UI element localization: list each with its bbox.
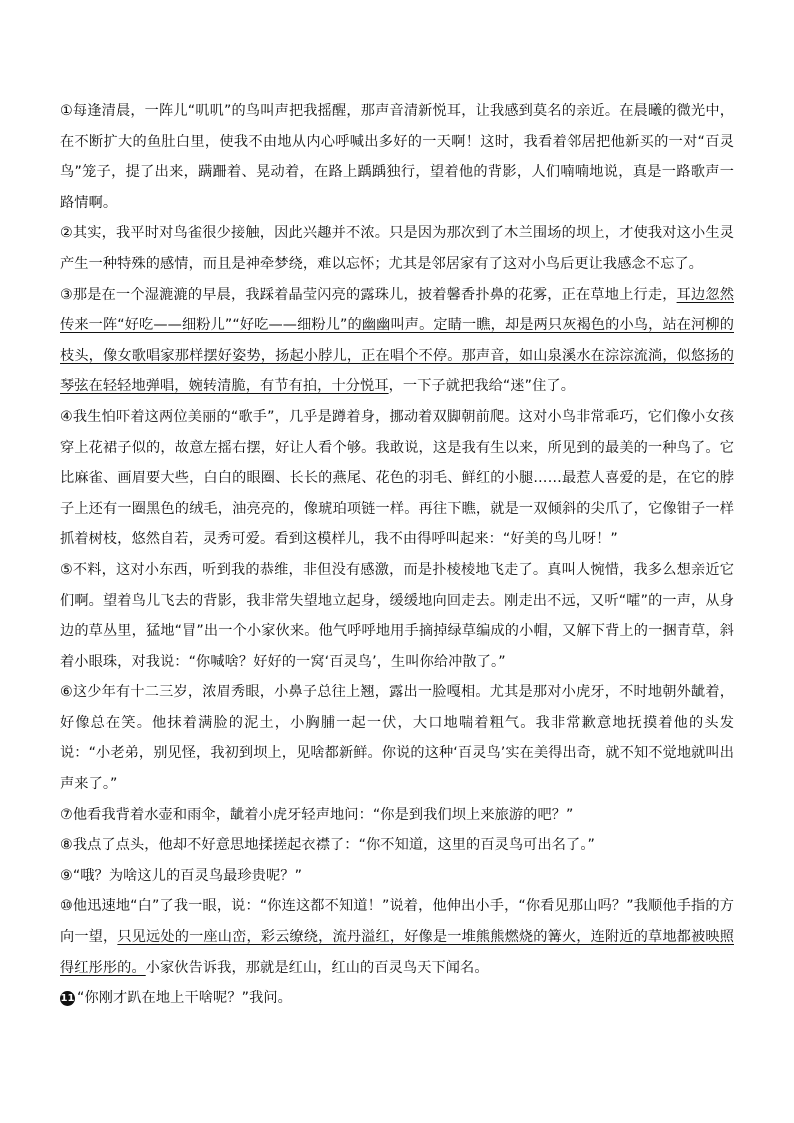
paragraph-2 bbox=[60, 218, 734, 279]
paragraph-5 bbox=[60, 555, 734, 677]
paragraph-text: ⑧我点了点头，他却不好意思地揉搓起衣襟了：“你不知道，这里的百灵鸟可出名了。” bbox=[60, 837, 595, 854]
paragraph-4 bbox=[60, 402, 734, 555]
paragraph-text: ⑦他看我背着水壶和雨伞，龇着小虎牙轻声地问：“你是到我们坝上来旅游的吧？” bbox=[60, 806, 574, 823]
paragraph-8 bbox=[60, 830, 734, 861]
document-page bbox=[60, 96, 734, 1014]
paragraph-text: ④我生怕吓着这两位美丽的“歌手”，几乎是蹲着身，挪动着双脚朝前爬。这对小鸟非常乖巧，它们像小女孩穿上花裙子似的，故意左摇右摆，好让人看个够。我敢说，这是我有生以来，所见到的最美的一种鸟了。它比麻雀、画眉要大些，白白的眼圈、长长的燕尾、花色的羽毛、鲜红的小腿……最惹人喜爱的是，在它的脖子上还有一圈黑色的绒毛，油亮亮的，像琥珀项链一样。再往下瞧，就是一双倾斜的尖爪了，它像钳子一样抓着树枝，悠然自若，灵秀可爱。看到这模样儿，我不由得呼叫起来：“好美的鸟儿呀！” bbox=[60, 408, 734, 548]
paragraph-3 bbox=[60, 280, 734, 402]
paragraph-number-badge: 11 bbox=[60, 993, 75, 1005]
paragraph-9 bbox=[60, 861, 734, 892]
paragraph-11 bbox=[60, 983, 734, 1014]
paragraph-text: ，一下子就把我给“迷”住了。 bbox=[388, 378, 575, 395]
paragraph-7 bbox=[60, 800, 734, 831]
paragraph-1 bbox=[60, 96, 734, 218]
paragraph-text: ③那是在一个湿漉漉的早晨，我踩着晶莹闪亮的露珠儿，披着馨香扑鼻的花雾，正在草地上行走， bbox=[60, 286, 677, 303]
paragraph-text: ⑤不料，这对小东西，听到我的恭维，非但没有感激，而是扑棱棱地飞走了。真叫人惋惜，我多么想亲近它们啊。望着鸟儿飞去的背影，我非常失望地立起身，缓缓地向回走去。刚走出不远，又听“嚯”的一声，从身边的草丛里，猛地“冒”出一个小家伙来。他气呼呼地用手摘掉绿草编成的小帽，又解下背上的一捆青草，斜着小眼珠，对我说：“你喊啥？好好的一窝‘百灵鸟’，生叫你给冲散了。” bbox=[60, 561, 734, 670]
paragraph-6 bbox=[60, 677, 734, 799]
paragraph-text: ⑨“哦？为啥这儿的百灵鸟最珍贵呢？” bbox=[60, 867, 303, 884]
underlined-passage: 耳边忽然传来一阵“好吃——细粉儿”“好吃——细粉儿”的幽幽叫声。定睛一瞧，却是两只灰褐色的小鸟，站在河柳的枝头，像女歌唱家那样摆好姿势，扬起小脖儿，正在唱个不停。那声音，如山泉溪水在淙淙流淌，似悠扬的琴弦在轻轻地弹唱，婉转清脆，有节有拍，十分悦耳 bbox=[60, 286, 734, 395]
paragraph-text: ⑥这少年有十二三岁，浓眉秀眼，小鼻子总往上翘，露出一脸嘎相。尤其是那对小虎牙，不时地朝外龇着，好像总在笑。他抹着满脸的泥土，小胸脯一起一伏，大口地喘着粗气。我非常歉意地抚摸着他的头发说：“小老弟，别见怪，我初到坝上，见啥都新鲜。你说的这种‘百灵鸟’实在美得出奇，就不知不觉地就叫出声来了。” bbox=[60, 684, 734, 793]
paragraph-text: “你刚才趴在地上干啥呢？”我问。 bbox=[77, 990, 292, 1007]
paragraph-text: ⑩他迅速地“白”了我一眼，说：“你连这都不知道！”说着，他伸出小手，“你看见那山吗？”我顺他手指的方向一望， bbox=[60, 898, 734, 946]
paragraph-10 bbox=[60, 891, 734, 983]
underlined-passage: 只见远处的一座山峦，彩云缭绕，流丹溢红，好像是一堆熊熊燃烧的篝火，连附近的草地都被映照得红彤彤的。 bbox=[60, 929, 734, 976]
paragraph-text: ①每逢清晨，一阵儿“叽叽”的鸟叫声把我摇醒，那声音清新悦耳，让我感到莫名的亲近。在晨曦的微光中，在不断扩大的鱼肚白里，使我不由地从内心呼喊出多好的一天啊！这时，我看着邻居把他新买的一对“百灵鸟”笼子，提了出来，蹒跚着、晃动着，在路上踽踽独行，望着他的背影，人们喃喃地说，真是一路歌声一路情啊。 bbox=[60, 103, 734, 211]
paragraph-text: ②其实，我平时对鸟雀很少接触，因此兴趣并不浓。只是因为那次到了木兰围场的坝上，才使我对这小生灵产生一种特殊的感情，而且是神牵梦绕，难以忘怀；尤其是邻居家有了这对小鸟后更让我感念不忘了。 bbox=[60, 225, 734, 272]
paragraph-text: 小家伙告诉我，那就是红山，红山的百灵鸟天下闻名。 bbox=[145, 959, 489, 976]
